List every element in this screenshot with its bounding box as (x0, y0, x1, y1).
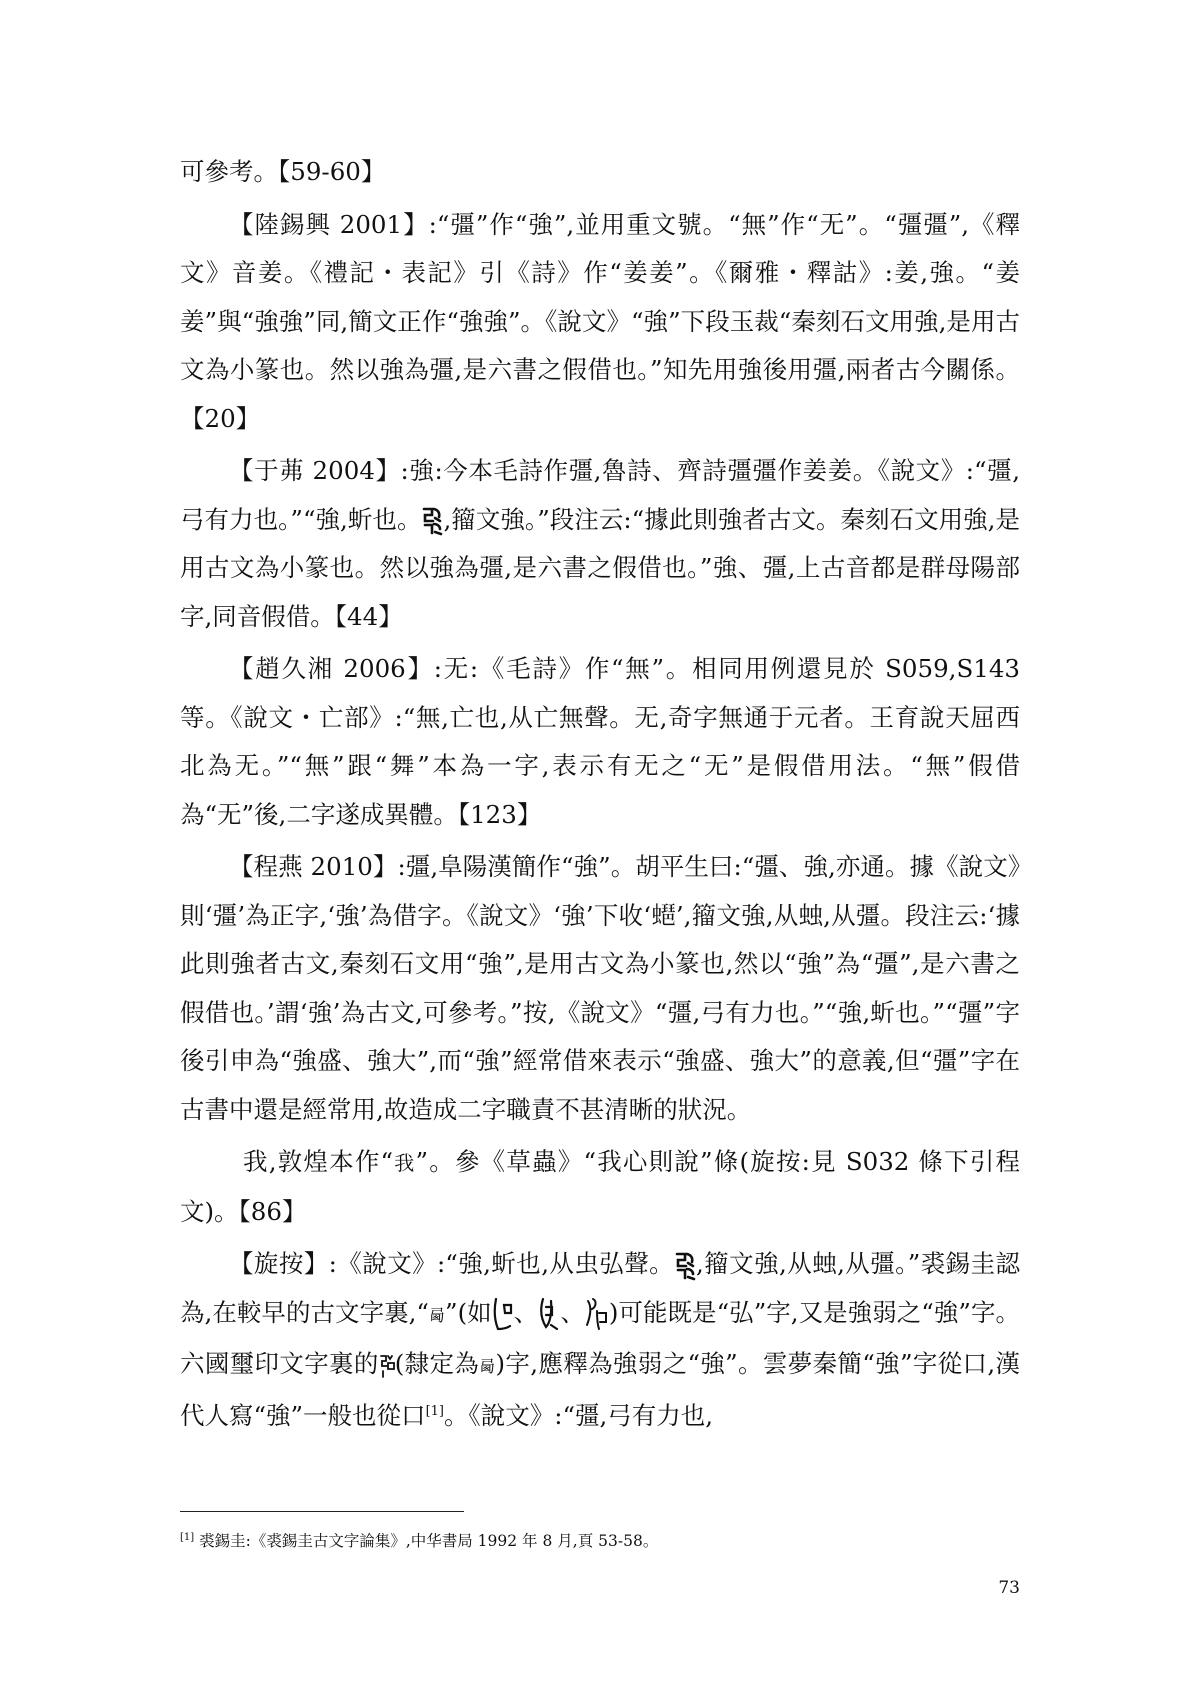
paragraph-xuan-an-text-d: 、 (513, 1297, 539, 1327)
paragraph-lu-xixing (180, 201, 1020, 444)
page-number: 73 (998, 1578, 1020, 1598)
seal-stamp-char-icon (379, 1353, 395, 1379)
paragraph-zhao-jiuxiang (180, 645, 1020, 839)
body-text (180, 148, 1020, 1444)
paragraph-xuan-an-text-c: ”(如 (445, 1297, 492, 1327)
paragraph-yu-fu (180, 447, 1020, 641)
paragraph-yu-fu-text-a: 【于茀 2004】:強:今本毛詩作彊,魯詩、齊詩彊彊作姜姜。《說文》:“彊,弓有力也。”“強,蚚也。 (180, 456, 1020, 534)
footnote-text: 裘錫圭:《裘錫圭古文字論集》,中华書局 1992 年 8 月,頁 53-58。 (199, 1532, 659, 1551)
ancient-char-2-icon (538, 1295, 560, 1333)
paragraph-1 (180, 148, 1020, 197)
paragraph-xuan-an-text-i: 。《說文》:“彊,弓有力也, (443, 1400, 714, 1430)
paragraph-lu-xixing-text: 【陸錫興 2001】:“彊”作“強”,並用重文號。“無”作“无”。“彊彊”,《釋文》音姜。《禮記・表記》引《詩》作“姜姜”。《爾雅・釋詁》:姜,強。“姜姜”與“強強”同,簡文正作“強強”。《說文》“強”下段玉裁“秦刻石文用強,是用古文為小篆也。然以強為彊,是六書之假借也。”知先用強後用彊,兩者古今關係。【20】 (180, 209, 1020, 433)
ancient-char-3-icon (585, 1295, 609, 1333)
xuan-an-glyph-2: 㢴 (479, 1357, 496, 1376)
paragraph-xuan-an (180, 1240, 1020, 1440)
footnote-divider (180, 1511, 464, 1512)
paragraph-cheng-yan-text: 【程燕 2010】:彊,阜陽漢簡作“強”。胡平生曰:“彊、強,亦通。據《說文》則‘彊’為正字,‘強’為借字。《說文》‘強’下收‘𧑡’,籀文強,从䖵,从彊。段注云:‘據此則強者古文,秦刻石文用“強”,是用古文為小篆也,然以“強”為“彊”,是六書之假借也。’謂‘強’為古文,可參考。”按,《說文》“彊,弓有力也。”“強,蚚也。”“彊”字後引申為“強盛、強大”,而“強”經常借來表示“強盛、強大”的意義,但“彊”字在古書中還是經常用,故造成二字職責不甚清晰的狀況。 (180, 852, 1020, 1124)
paragraph-xuan-an-text-h: )字,應釋為強弱之“強”。雲夢秦簡“強”字從口,漢代人寫“強”一般也從口 (180, 1349, 1020, 1430)
paragraph-xuan-an-text-f: )可能既是“弘”字,又是強弱之“強”字。六國璽印文字裏的 (180, 1297, 1020, 1378)
paragraph-xuan-an-text-a: 【旋按】:《說文》:“強,蚚也,从虫弘聲。 (229, 1249, 675, 1278)
footnote-marker: [1] (180, 1532, 195, 1543)
paragraph-cheng-yan (180, 843, 1020, 1134)
xuan-an-glyph-1: 㢴 (428, 1305, 446, 1325)
paragraph-1-text: 可參考。【59-60】 (180, 157, 386, 186)
paragraph-xuan-an-text-g: (隸定為 (394, 1349, 480, 1378)
seal-script-qiang-icon (421, 506, 443, 536)
ancient-char-1-icon (492, 1295, 514, 1333)
dunhuang-wo-glyph: 我 (393, 1151, 416, 1175)
paragraph-xuan-an-text-e: 、 (560, 1297, 585, 1327)
seal-script-qiang-icon-2 (674, 1251, 696, 1281)
paragraph-yu-fu-text-b: ,籀文強。”段注云:“據此則強者古文。秦刻石文用強,是用古文為小篆也。然以強為彊,是六書之假借也。”強、彊,上古音都是群母陽部字,同音假借。【44】 (180, 504, 1020, 631)
paragraph-zhao-jiuxiang-text: 【趙久湘 2006】:无:《毛詩》作“無”。相同用例還見於 S059,S143 等。《說文・亡部》:“無,亡也,从亡無聲。无,奇字無通于元者。王育說天屈西北為无。”“無”跟“舞”本為一字,表示有无之“无”是假借用法。“無”假借為“无”後,二字遂成異體。【123】 (180, 654, 1020, 829)
footnote (180, 1527, 1020, 1552)
paragraph-dunhuang (180, 1138, 1020, 1236)
paragraph-xuan-an-text-b: ,籀文強,从䖵,从彊。”裘錫圭認為,在較早的古文字裏,“ (180, 1249, 1021, 1327)
paragraph-dunhuang-text-a: 我,敦煌本作“ (243, 1147, 394, 1176)
footnote-ref-1[interactable]: [1] (425, 1403, 444, 1419)
paragraph-dunhuang-text-b: ”。參《草蟲》“我心則說”條(旋按:見 S032 條下引程文)。【86】 (180, 1147, 1021, 1226)
